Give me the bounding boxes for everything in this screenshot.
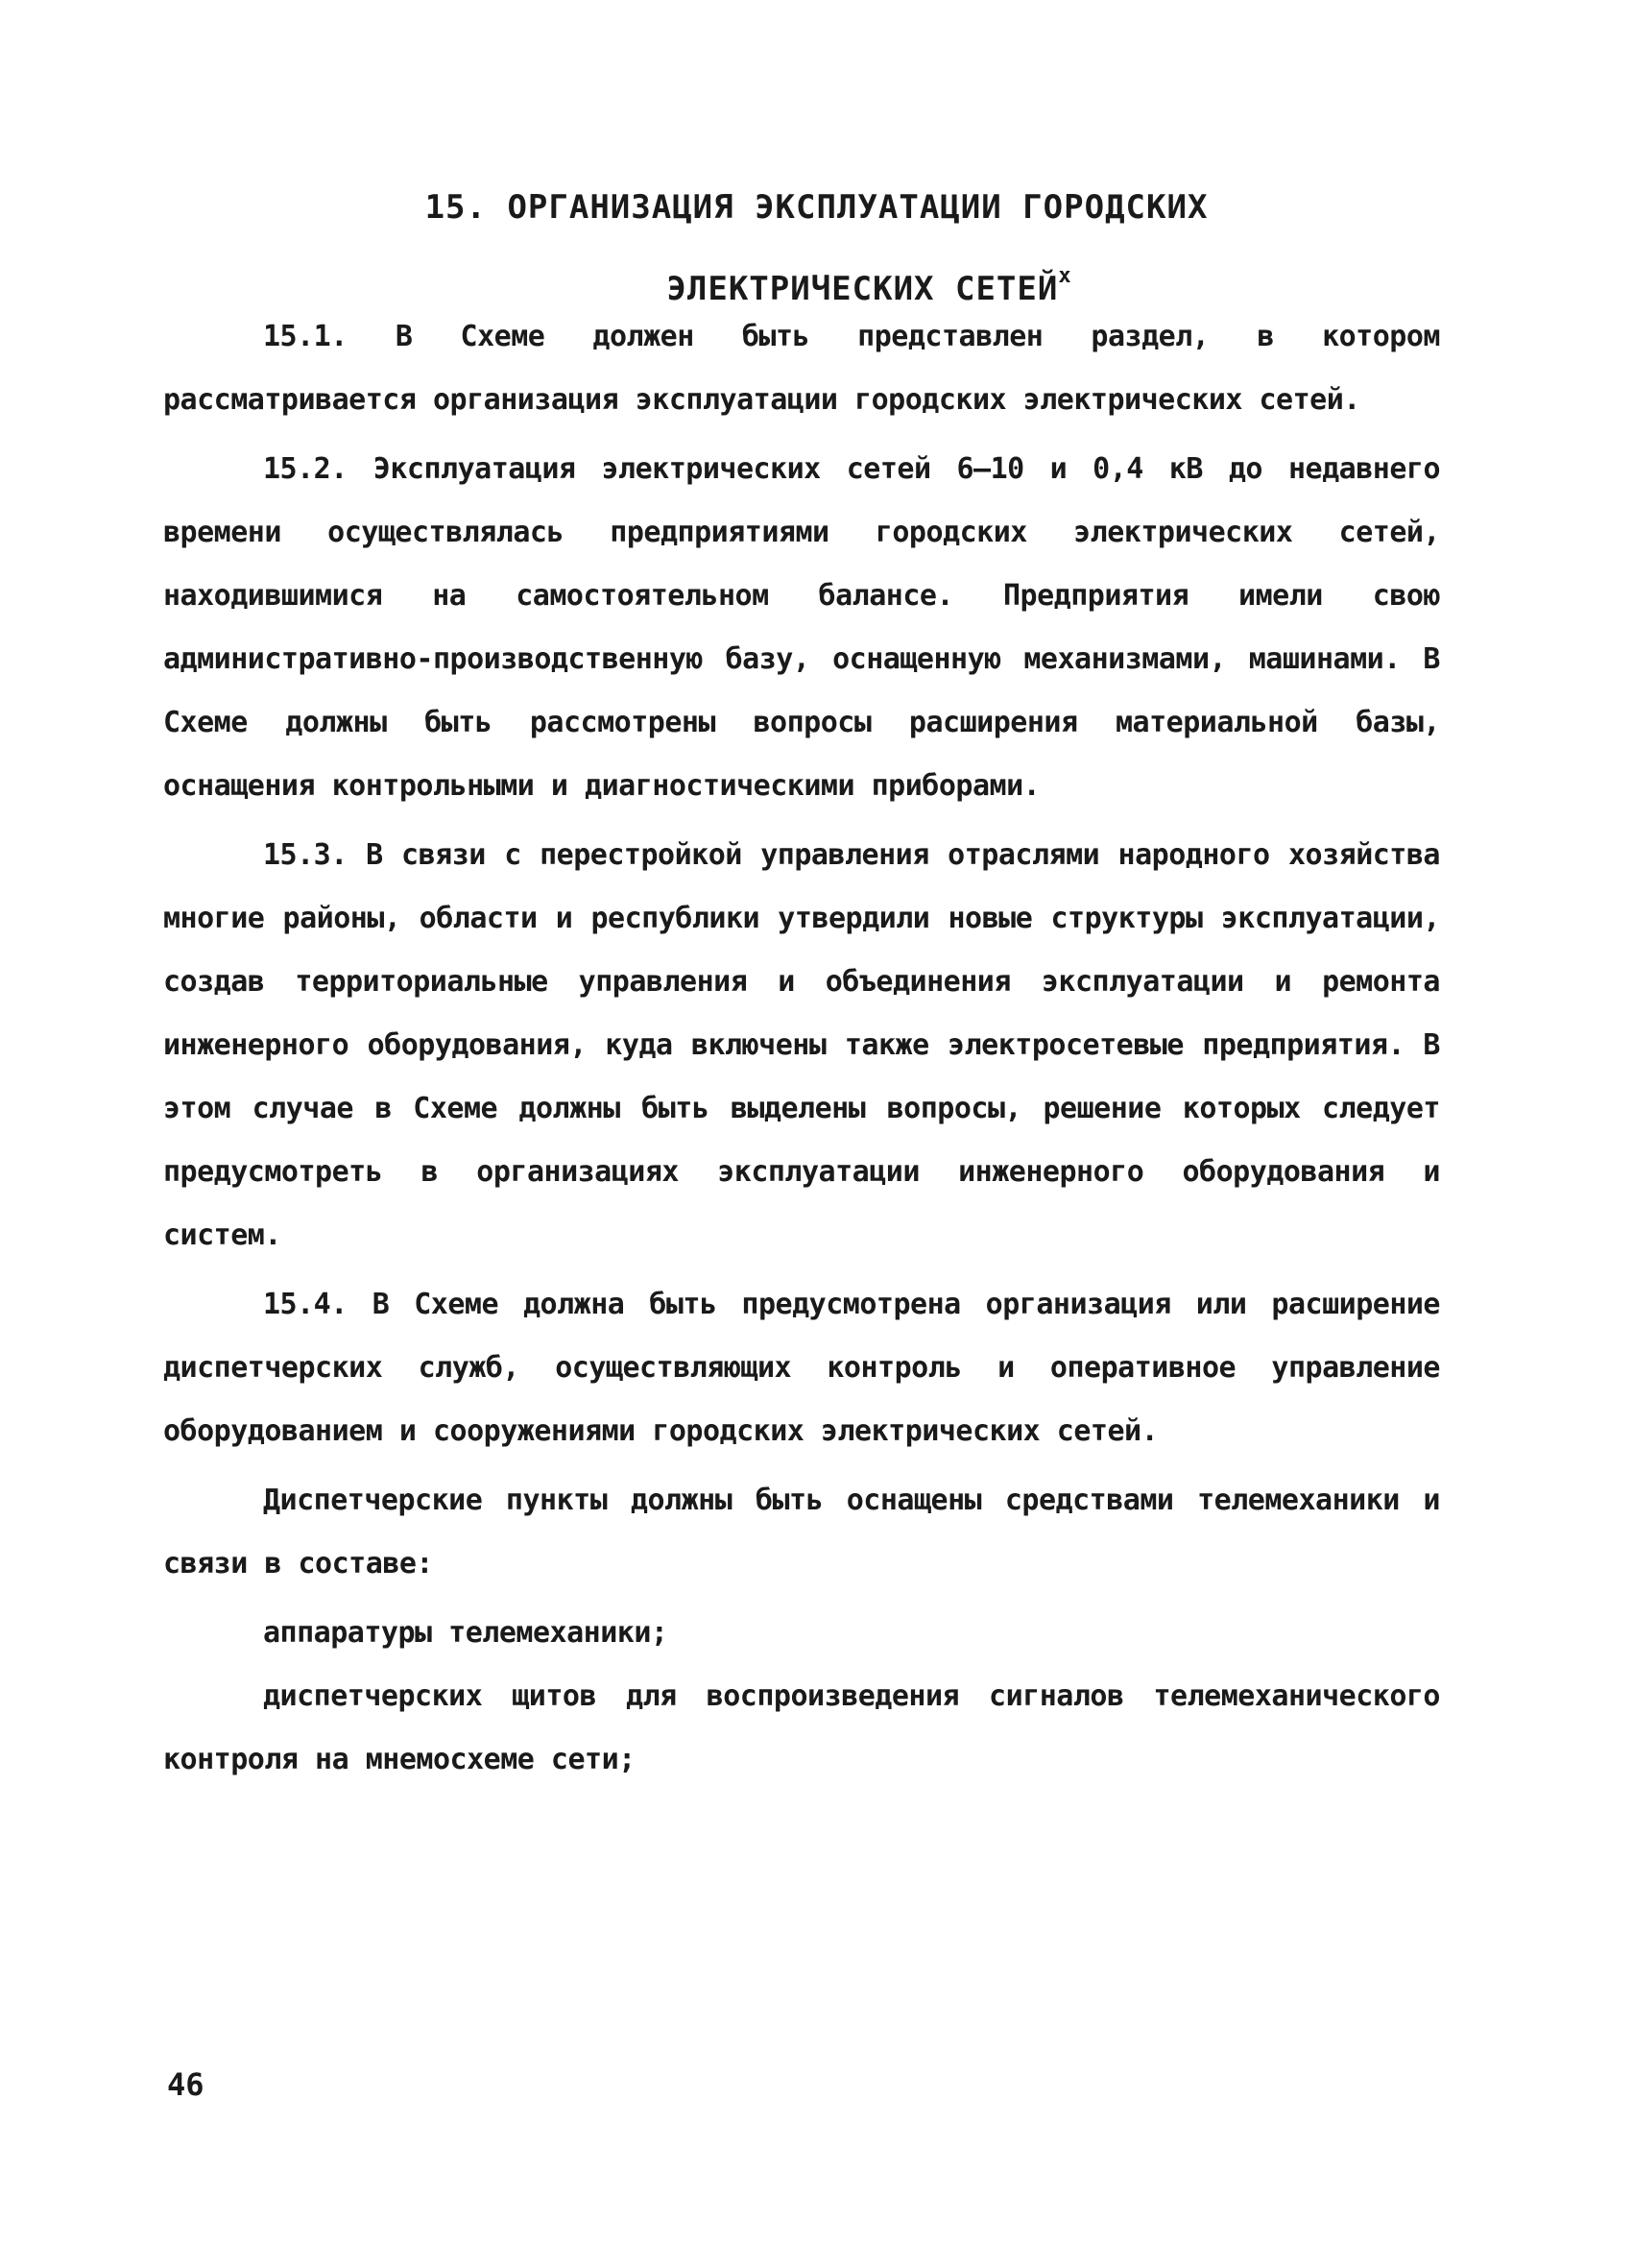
section-title-line-1: 15. ОРГАНИЗАЦИЯ ЭКСПЛУАТАЦИИ ГОРОДСКИХ xyxy=(424,188,1209,227)
paragraph-dispatch-points: Диспетчерские пункты должны быть оснащены средствами телемеханики и связи в составе: xyxy=(163,1484,1440,1580)
section-title-line-2-text: ЭЛЕКТРИЧЕСКИХ СЕТЕЙ xyxy=(666,270,1059,308)
list-item-dispatch-boards: диспетчерских щитов для воспроизведения сигналов телемеханического контроля на мнемосхеме сети; xyxy=(163,1679,1440,1776)
paragraph-15-1: 15.1. В Схеме должен быть представлен раздел, в котором рассматривается организация эксплуатации городских электрических сетей. xyxy=(163,320,1440,417)
paragraph-15-4: 15.4. В Схеме должна быть предусмотрена организация или расширение диспетчерских служб, осуществляющих контроль и оперативное управление оборудованием и сооружениями городских электрических сетей. xyxy=(163,1288,1440,1448)
page-number: 46 xyxy=(167,2066,204,2103)
body-text xyxy=(163,305,1440,1792)
footnote-mark: x xyxy=(1058,264,1072,288)
section-title xyxy=(0,173,1633,324)
paragraph-15-3: 15.3. В связи с перестройкой управления отраслями народного хозяйства многие районы, области и республики утвердили новые структуры эксплуатации, создав территориальные управления и объединения эксплуатации и ремонта инженерного оборудования, куда включены также электросетевые предприятия. В этом случае в Схеме должны быть выделены вопросы, решение которых следует предусмотреть в организациях эксплуатации инженерного оборудования и систем. xyxy=(163,838,1440,1252)
paragraph-15-2: 15.2. Эксплуатация электрических сетей 6–10 и 0,4 кВ до недавнего времени осуществлялась предприятиями городских электрических сетей, находившимися на самостоятельном балансе. Предприятия имели свою административно-производственную базу, оснащенную механизмами, машинами. В Схеме должны быть рассмотрены вопросы расширения материальной базы, оснащения контрольными и диагностическими приборами. xyxy=(163,452,1440,803)
list-item-telemechanics: аппаратуры телемеханики; xyxy=(263,1616,668,1650)
